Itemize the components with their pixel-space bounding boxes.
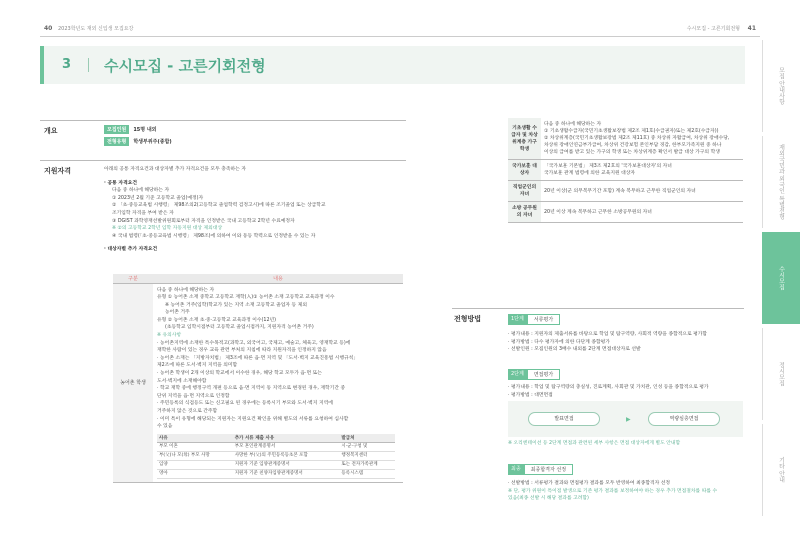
table-row: [508, 202, 743, 223]
qual-line: · 농어촌 소재는 「지방자치법」 제3조에 따른 읍·면 지역 및 「도서·벽지 교육진흥법 시행규칙」: [157, 355, 359, 361]
tab-label: 모집 안내사항: [777, 67, 785, 105]
table-row: [508, 160, 743, 181]
step-label: 면접평가: [527, 369, 560, 380]
common-title: · 공통 자격요건: [104, 180, 137, 186]
tab-label: 정시모집: [777, 362, 785, 386]
interview-note: [508, 440, 680, 448]
qual-line: ※ 농어촌 거주(입학)학교가 있는 지역 소재 고등학교 졸업자 등 제외: [165, 302, 307, 308]
qualification-table: [113, 274, 403, 483]
docs-cell: 지원자 기준 친양자입양관계증명서: [233, 470, 340, 479]
group-line: 「국가보훈 기본법」 제3조 제2호의 '국가보훈대상자'의 자녀: [544, 164, 672, 169]
table-row: [157, 461, 395, 470]
qualification-content: [157, 287, 399, 431]
selection-label: 전형방법: [454, 315, 482, 323]
tab-guide[interactable]: [762, 40, 800, 132]
docs-header: 사유: [157, 434, 233, 443]
overview-badge: 모집인원: [104, 125, 129, 134]
detail-line: · 평가방법 : 다수 평가자에 의한 다단계 종합평가: [508, 339, 610, 345]
tab-susi[interactable]: [762, 232, 800, 324]
docs-cell: 부모 이혼: [157, 443, 233, 452]
group-line: 20년 이상 계속 복무하고 근무한 소방공무원의 자녀: [544, 209, 652, 215]
side-tabs: [762, 40, 800, 520]
group-label: 국가보훈 대상자: [508, 160, 541, 181]
detail-line: · 선발방법 : 서류평가 결과와 면접평가 결과를 모두 반영하여 최종합격자 선정: [508, 481, 671, 486]
qual-line: 거주하지 않은 것으로 간주함: [157, 409, 218, 414]
overview-row: [104, 137, 172, 146]
tab-etc[interactable]: [762, 424, 800, 516]
note-line: ※ 오리엔테이션 등 2단계 면접과 관련된 세부 사항은 면접 대상자에게 별도 안내함: [508, 441, 681, 446]
docs-cell: 사망한 부(父)의 주민등록등초본 포함: [233, 452, 340, 461]
detail-line: · 평가내용 : 학업 및 탐구역량의 충실성, 진로계획, 사회관 및 가치관, 인성 등을 종합적으로 평가: [508, 385, 709, 390]
tab-label: 재외국민과 외국인 특별전형: [777, 144, 785, 220]
docs-header: 발급처: [339, 434, 395, 443]
qual-line: · 이미 특이 유형에 해당되는 지원자는 지원요건 확인을 위해 별도의 서류를 요청하여 심사할: [157, 416, 349, 422]
qual-line: 유형 ① 농어촌 소재 중학교 고등학교 재학(入)① 농어촌 소재 고등학교 교육과정 이수: [157, 295, 335, 301]
docs-header: 추가 서류 제출 사유: [233, 434, 340, 443]
detail-line: ※ 단, 평가 위원이 특이점 발생으로 기존 평가 결과를 보정하여야 하는 경우 추가 면접절차를 따를 수: [508, 488, 718, 494]
group-label: 기초생활 수급자 및 차상위계층 가구 학생: [508, 118, 541, 160]
overview-row: [104, 125, 157, 134]
table-row: [157, 470, 395, 479]
docs-cell: 시·군·구청 및: [339, 443, 395, 452]
eligibility-label: 지원자격: [44, 167, 72, 175]
docs-cell: 등록시스템: [339, 470, 395, 479]
common-line: ③ DGIST 과학영재선발위원회로부터 자격을 인정받은 국내 고등학교 2학년 수료예정자: [112, 218, 295, 224]
tab-jeongsi[interactable]: [762, 328, 800, 420]
section-number: 3: [62, 57, 72, 72]
overview-badge: 전형유형: [104, 137, 129, 146]
common-line: ④ 국내 법령(「초·중등교육법 시행령」 제98조)에 의하여 이와 동등 학력으로 인정받을 수 있는 자: [112, 233, 316, 239]
common-line: ① 2023년 2월 기준 고등학교 졸업(예정)자: [112, 195, 204, 201]
table-row: [157, 452, 395, 461]
section-banner: [40, 46, 745, 84]
qual-line: 단위 지역을 읍·면 지역으로 인정함: [157, 393, 230, 399]
extra-title: · 대상자별 추가 자격요건: [104, 247, 158, 253]
banner-divider: [88, 58, 89, 72]
eligibility-intro: 아래의 공통 자격요건과 대상자별 추가 자격요건을 모두 충족하는 자: [104, 167, 246, 172]
detail-line: · 선발인원 : 모집인원의 3배수 내외를 2단계 면접대상자로 선발: [508, 347, 641, 353]
qual-line: 수 있음: [157, 424, 173, 430]
common-line: ② 「초·중등교육법 시행령」 제98조의2(고등학교 졸업학력 검정고시)에 따른 조기졸업 또는 상급학교: [112, 203, 326, 209]
qual-note-title: ※ 유의사항: [157, 333, 182, 339]
tab-label: 기타 안내: [777, 457, 785, 483]
detail-line: 있음(최종 선발 시 해당 결과를 고려함): [508, 496, 589, 502]
table-header: 구분: [113, 274, 153, 283]
common-line: 다음 중 하나에 해당하는 자: [112, 188, 170, 194]
detail-line: · 평가방법 : 대면면접: [508, 392, 553, 398]
qual-line: 재학한 사람이 있는 경우 교육 관련 부처의 지침에 따라 지원자격을 인정하지 않음: [157, 348, 327, 354]
flow-step-indepth: 역량심층면접: [648, 412, 720, 426]
step-badge: 2단계: [508, 369, 527, 380]
qual-line: 도서·벽지에 소재해야함: [157, 378, 207, 384]
docs-cell: 입양: [157, 461, 233, 470]
documents-table: [157, 434, 395, 480]
docs-cell: 부(父)나 모(母) 부모 사망: [157, 452, 233, 461]
step-label: 서류평가: [527, 314, 560, 325]
step-1-details: [508, 331, 707, 354]
overview-divider: [40, 120, 406, 121]
group-line: ① 기초생활수급자(국민기초생활보장법 제2조 제1호(수급권자)또는 제2호(수급자)): [544, 129, 719, 134]
tab-label: 수시모집: [777, 266, 785, 290]
group-line: 다음 중 하나에 해당하는 자: [544, 122, 602, 127]
qual-line: · 학교 재학 중에 행정구역 개편 등으로 읍·면 지역이 동 지역으로 변경된 경우, 재학기간 중: [157, 386, 346, 392]
qual-line: · 농어촌지역에 소재한 특수목적고(과학고, 외국어고, 국제고, 예술고, 체육고, 영재학교 등)에: [157, 340, 351, 346]
target-groups-table: [508, 118, 743, 223]
interview-flow: [508, 401, 743, 437]
docs-cell: 부모 혼인관계증명서: [233, 443, 340, 452]
step-1: [508, 314, 560, 325]
overview-value: 15명 내외: [133, 127, 157, 133]
docs-cell: 행정복지센터: [339, 452, 395, 461]
selection-divider: [452, 308, 744, 309]
table-row: [508, 118, 743, 160]
docs-cell: 영아: [157, 470, 233, 479]
flow-step-presentation: 발표면접: [528, 412, 600, 426]
banner-accent: [40, 46, 44, 84]
overview-value: 학생부위주(종합): [133, 139, 172, 145]
header-rule: [40, 36, 760, 37]
step-2: [508, 369, 560, 380]
row-label: 농어촌 학생: [113, 283, 153, 483]
page-header: [0, 0, 800, 36]
tab-special[interactable]: [762, 136, 800, 228]
section-title: 수시모집 - 고른기회전형: [686, 26, 740, 32]
eligibility-block: [104, 166, 326, 254]
table-header: 내용: [153, 274, 403, 283]
step-badge: 최종: [508, 464, 524, 475]
qual-line: 제2조에 따른 도서·벽지 지역을 의미함: [157, 363, 238, 369]
qual-line: 유형 ② 농어촌 소재 초·중·고등학교 교육과정 이수(12년): [157, 317, 277, 323]
step-badge: 1단계: [508, 314, 527, 325]
overview-label: 개요: [44, 127, 58, 135]
qual-line: (초등학교 입학시점부터 고등학교 졸업시점까지, 지원자격 농어촌 거주): [165, 325, 314, 331]
common-note: ※ ②의 고등학교 2학년 입학 자동지원 대상 제외대상: [112, 226, 223, 232]
group-line: 차상위 장애인연금부가급여, 차상위 건강보험 본인부담 경감, 한부모가족지원 중 하나: [544, 143, 722, 148]
common-line: 조기입학 자격을 부여 받은 자: [112, 210, 174, 216]
docs-cell: 지원자 기준 입양관계증명서: [233, 461, 340, 470]
page-title: 수시모집 - 고른기회전형: [104, 57, 266, 75]
table-row: [508, 181, 743, 202]
group-label: 직업군인의 자녀: [508, 181, 541, 202]
arrow-right-icon: ▶: [626, 416, 631, 423]
page-number-left: 40: [44, 25, 53, 32]
step-2-details: [508, 384, 709, 399]
qual-line: 다음 중 하나에 해당하는 자: [157, 287, 215, 293]
group-line: ② 차상위계층(국민기초생활보장법 제2조 제11호) 중 차상위 자활급여, 차상위 장애수당,: [544, 136, 730, 141]
group-label: 소방 공무원의 자녀: [508, 202, 541, 223]
qual-line: · 농어촌 학생이 2개 이상의 학교에서 이수한 경우, 해당 학교 모두가 읍·면 또는: [157, 371, 322, 377]
eligibility-divider: [40, 160, 406, 161]
group-line: 20년 이상(군 의무복무기간 포함) 계속 복무하고 근무한 직업군인의 자녀: [544, 188, 696, 194]
qual-line: · 주민등록의 식겁등도 또는 신고필요 된 경우에는 등록시기 부모와 도서·벽지 지역에: [157, 401, 333, 407]
step-label: 최종합격자 선정: [524, 464, 573, 475]
final-details: [508, 480, 717, 503]
document-title: 2023학년도 재외 신입생 모집요강: [58, 26, 134, 32]
detail-line: · 평가내용 : 지원자의 제출서류를 바탕으로 학업 및 탐구역량, 사회적 역량을 종합적으로 평가함: [508, 332, 708, 337]
group-line: 국가보훈 관계 법령에 의한 교육지원 대상자: [544, 171, 636, 176]
qual-line: 농어촌 거주: [165, 310, 190, 316]
page-number-right: 41: [747, 25, 756, 32]
docs-cell: 또는 전자가족관계: [339, 461, 395, 470]
table-row: [157, 443, 395, 452]
group-line: 이상의 급여를 받고 있는 가구의 학생 또는 차상위계층 확인서 발급 대상 가구의 학생: [544, 150, 720, 155]
step-final: [508, 464, 573, 475]
